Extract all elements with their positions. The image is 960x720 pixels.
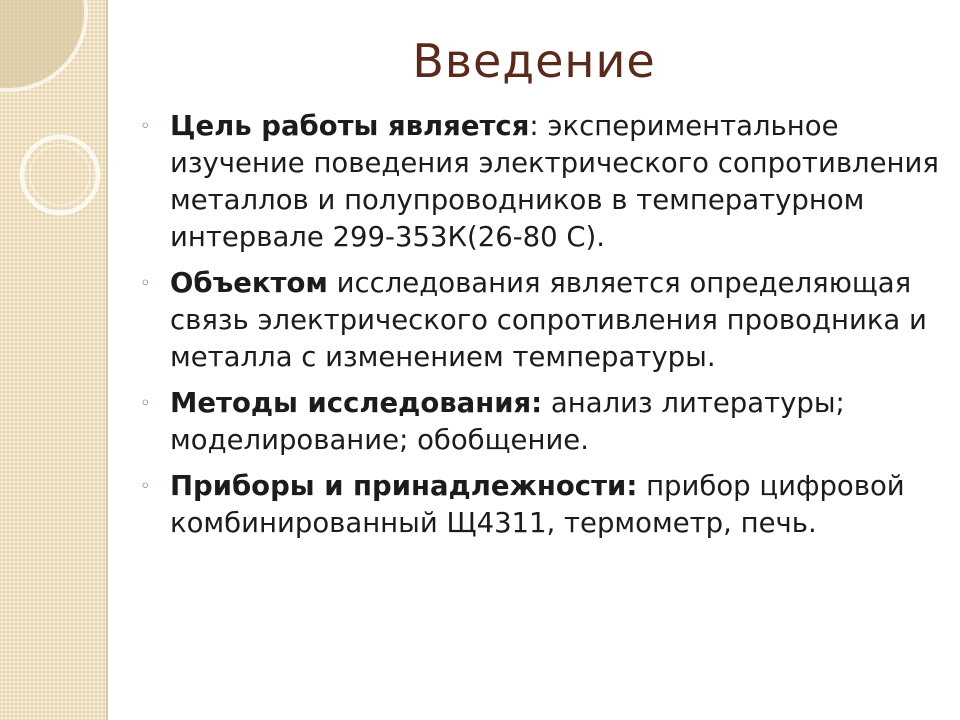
bullet-label: Приборы и принадлежности — [170, 470, 627, 502]
bullet-marker-icon: ◦ — [140, 393, 151, 414]
slide-content — [140, 108, 940, 551]
bullet-separator: : — [626, 470, 638, 502]
strip-edge-divider — [106, 0, 108, 720]
bullet-marker-icon: ◦ — [140, 116, 151, 137]
bullet-text: исследования является определяющая связь электрического сопротивления проводника и металла с изменением температуры. — [170, 267, 927, 373]
bullet-instruments — [140, 468, 940, 542]
bullet-separator: : — [531, 387, 543, 419]
slide-title: Введение — [412, 34, 656, 88]
bullet-extra: 299-353К(26-80 С). — [332, 221, 606, 253]
decorative-circles — [0, 0, 106, 720]
bullet-methods — [140, 385, 940, 459]
bullet-label: Цель работы является — [170, 110, 530, 142]
bullet-label: Объектом — [170, 267, 328, 299]
bullet-text: экспериментальное изучение поведения электрического сопротивления металлов и полупроводников в температурном интервале — [170, 110, 939, 253]
decorative-side-strip — [0, 0, 106, 720]
bullet-object — [140, 265, 940, 376]
bullet-marker-icon: ◦ — [140, 476, 151, 497]
bullet-text: прибор цифровой комбинированный Щ4311, термометр, печь. — [170, 470, 905, 539]
bullet-text: анализ литературы; моделирование; обобщение. — [170, 387, 845, 456]
bullet-goal — [140, 108, 940, 256]
bullet-label: Методы исследования — [170, 387, 532, 419]
bullet-separator: : — [529, 110, 539, 142]
bullet-marker-icon: ◦ — [140, 273, 151, 294]
